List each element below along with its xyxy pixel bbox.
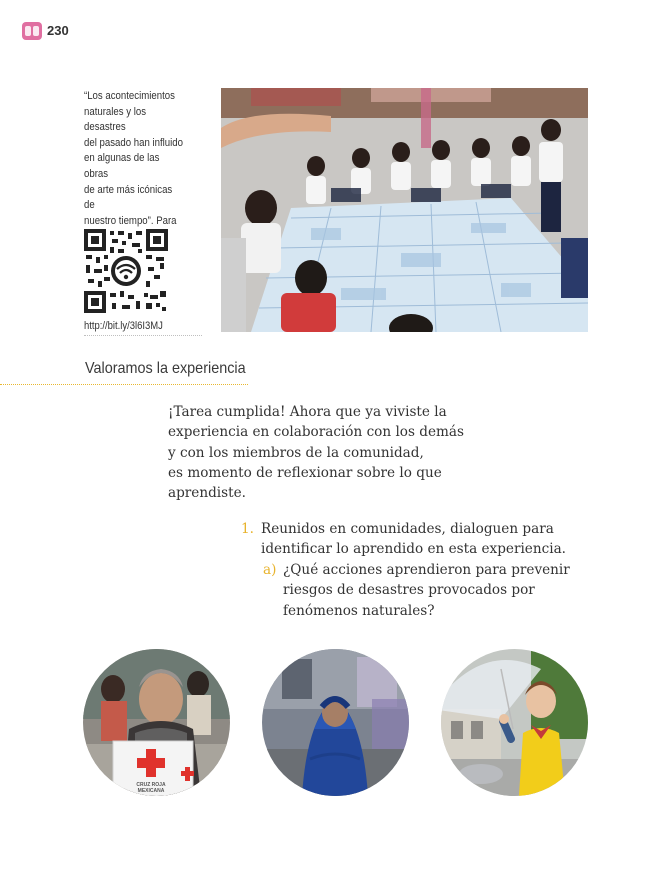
item-number: 1.: [241, 521, 254, 537]
subitem-line: fenómenos naturales?: [283, 602, 435, 619]
paragraph-line: y con los miembros de la comunidad,: [168, 444, 424, 461]
side-note-line: en algunas de las obras: [84, 152, 160, 180]
book-icon: [22, 22, 42, 40]
item-text: [261, 519, 566, 560]
divider: [84, 335, 202, 336]
subitem-line: riesgos de desastres provocados por: [283, 582, 535, 599]
short-link[interactable]: http://bit.ly/3l6I3MJ: [84, 320, 163, 332]
side-note-line: nuestro tiempo”. Para: [84, 214, 177, 227]
classroom-map-photo: [221, 88, 588, 332]
item-line: identificar lo aprendido en esta experiencia.: [261, 541, 566, 558]
boy-umbrella-photo: [441, 649, 588, 796]
red-cross-woman-photo: [83, 649, 230, 796]
paragraph-line: es momento de reflexionar sobre lo que: [168, 464, 442, 481]
section-underline: [0, 384, 248, 385]
paragraph-line: experiencia en colaboración con los demás: [168, 424, 464, 441]
side-note-line: “Los acontecimientos: [84, 90, 175, 102]
rain-poncho-woman-photo: [262, 649, 409, 796]
side-note-line: del pasado han influido: [84, 136, 183, 149]
side-note-line: de arte más icónicas de: [84, 183, 173, 212]
box-label-line: MEXICANA: [137, 788, 165, 794]
paragraph-line: aprendiste.: [168, 485, 246, 502]
intro-paragraph: [168, 402, 498, 503]
subitem-line: ¿Qué acciones aprendieron para prevenir: [283, 562, 570, 578]
box-label-line: CRUZ ROJA: [136, 782, 166, 788]
subitem-text: [283, 560, 570, 621]
section-title: Valoramos la experiencia: [85, 360, 246, 377]
item-line: Reunidos en comunidades, dialoguen para: [261, 521, 554, 537]
subitem-letter: a): [263, 562, 277, 578]
qr-code-icon[interactable]: [84, 229, 168, 313]
side-note-line: naturales y los desastres: [84, 105, 147, 134]
paragraph-line: ¡Tarea cumplida! Ahora que ya viviste la: [168, 404, 447, 420]
page-number: 230: [47, 23, 69, 38]
